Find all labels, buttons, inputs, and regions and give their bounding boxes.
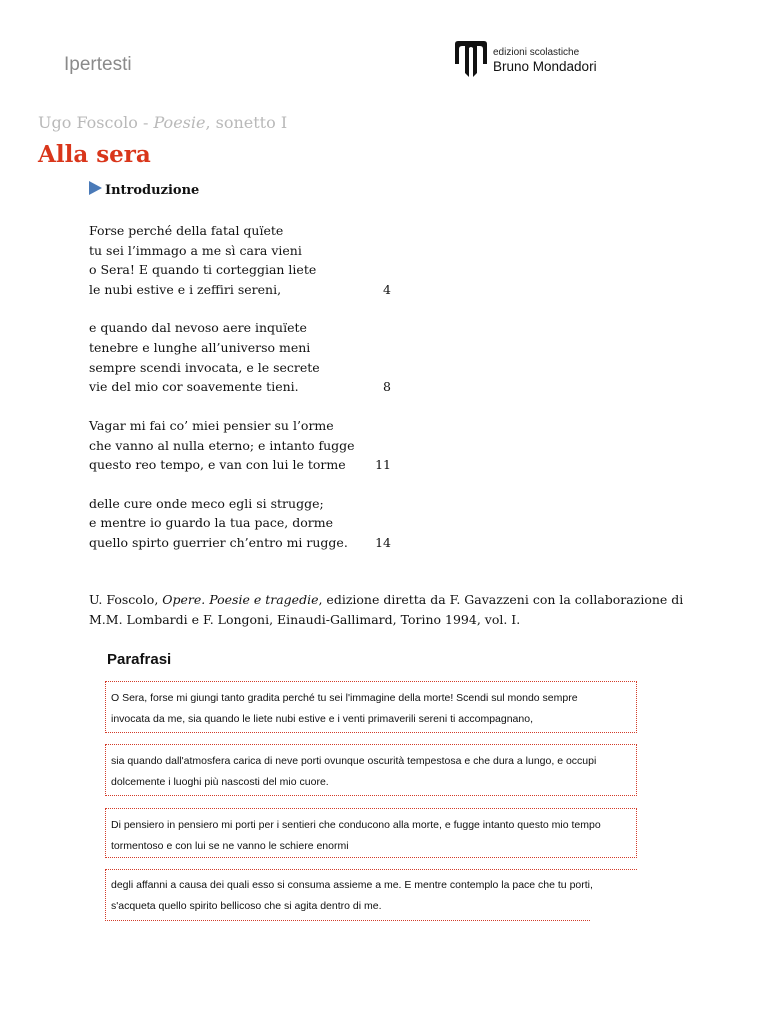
poem-line — [89, 377, 409, 397]
poem-line-text: quello spirto guerrier ch’entro mi rugge. — [89, 535, 348, 550]
parafrasi-line: invocata da me, sia quando le liete nubi estive e i venti primaverili sereni ti accompagnano, — [111, 713, 533, 725]
parafrasi-box — [105, 808, 637, 858]
stanza-gap — [89, 397, 409, 416]
parafrasi-line: s'acqueta quello spirito bellicoso che si agita dentro di me. — [111, 900, 382, 912]
page-title: Alla sera — [38, 141, 151, 168]
poem-line-text: le nubi estive e i zeffiri sereni, — [89, 281, 282, 297]
parafrasi-box — [105, 744, 637, 796]
publisher-name: Bruno Mondadori — [493, 59, 597, 74]
poem-line-text: sempre scendi invocata, e le secrete — [89, 359, 320, 375]
poem-line-text: questo reo tempo, e van con lui le torme — [89, 457, 346, 473]
play-arrow-icon — [89, 181, 102, 195]
parafrasi-box-bottom-rule — [105, 920, 590, 921]
parafrasi-line: O Sera, forse mi giungi tanto gradita perché tu sei l'immagine della morte! Scendi sul mondo sempre — [111, 692, 578, 704]
publisher-logo-icon — [453, 40, 489, 78]
publisher-logo — [453, 40, 653, 78]
poem-line — [89, 241, 409, 261]
citation — [89, 590, 689, 630]
poem-line-text: Vagar mi fai co’ miei pensier su l’orme — [89, 417, 334, 433]
citation-pre: U. Foscolo, — [89, 592, 163, 607]
kicker-author: Ugo Foscolo - — [38, 113, 154, 132]
parafrasi-line: sia quando dall'atmosfera carica di neve porti ovunque oscurità tempestosa e che dura a lungo, e occupi — [111, 755, 597, 767]
poem-line-text: o Sera! E quando ti corteggian liete — [89, 262, 317, 278]
publisher-subtitle: edizioni scolastiche — [493, 47, 580, 58]
poem-line — [89, 455, 409, 475]
poem-line — [89, 416, 409, 436]
line-number: 4 — [383, 281, 391, 297]
kicker-work: Poesie — [153, 113, 206, 132]
poem-line-text: tu sei l’immago a me sì cara vieni — [89, 242, 302, 258]
poem-line-text: e quando dal nevoso aere inquïete — [89, 320, 307, 336]
parafrasi-box — [105, 869, 637, 921]
kicker-rest: , sonetto I — [205, 113, 288, 132]
poem-line-text: vie del mio cor soavemente tieni. — [89, 379, 299, 395]
poem-line — [89, 533, 409, 553]
intro-link-label: Introduzione — [105, 183, 200, 198]
poem-line-text: delle cure onde meco egli si strugge; — [89, 495, 324, 511]
parafrasi-line: tormentoso e con lui se ne vanno le schiere enormi — [111, 840, 349, 852]
poem-line-text: Forse perché della fatal quïete — [89, 223, 284, 238]
poem-line — [89, 513, 409, 533]
stanza-gap — [89, 475, 409, 494]
line-number: 14 — [375, 535, 391, 550]
line-number: 11 — [375, 457, 391, 473]
poem-line — [89, 260, 409, 280]
poem-line — [89, 280, 409, 300]
author-kicker — [38, 113, 287, 132]
poem-line — [89, 436, 409, 456]
poem-line-text: che vanno al nulla eterno; e intanto fugge — [89, 437, 355, 453]
parafrasi-line: dolcemente i luoghi più nascosti del mio cuore. — [111, 776, 329, 788]
citation-work: Opere. Poesie e tragedie — [162, 592, 319, 607]
poem — [89, 221, 409, 553]
intro-link[interactable] — [89, 181, 199, 198]
poem-line-text: e mentre io guardo la tua pace, dorme — [89, 515, 333, 531]
stanza-gap — [89, 299, 409, 318]
line-number: 8 — [383, 379, 391, 395]
parafrasi-box — [105, 681, 637, 733]
parafrasi-line: Di pensiero in pensiero mi porti per i sentieri che conducono alla morte, e fugge intanto questo mio tempo — [111, 819, 601, 831]
parafrasi-line: degli affanni a causa dei quali esso si consuma assieme a me. E mentre contemplo la pace che tu porti, — [111, 879, 593, 891]
poem-line — [89, 494, 409, 514]
poem-line-text: tenebre e lunghe all’universo meni — [89, 340, 311, 356]
poem-line — [89, 221, 409, 241]
poem-line — [89, 318, 409, 338]
section-label: Ipertesti — [64, 54, 132, 75]
citation-post: , edizione diretta da F. Gavazzeni con la collaborazione di M.M. Lombardi e F. Longoni, Einaudi-Gallimard, Torino 1994, vol. I. — [89, 592, 684, 627]
poem-line — [89, 358, 409, 378]
poem-line — [89, 338, 409, 358]
parafrasi-heading: Parafrasi — [107, 651, 172, 668]
